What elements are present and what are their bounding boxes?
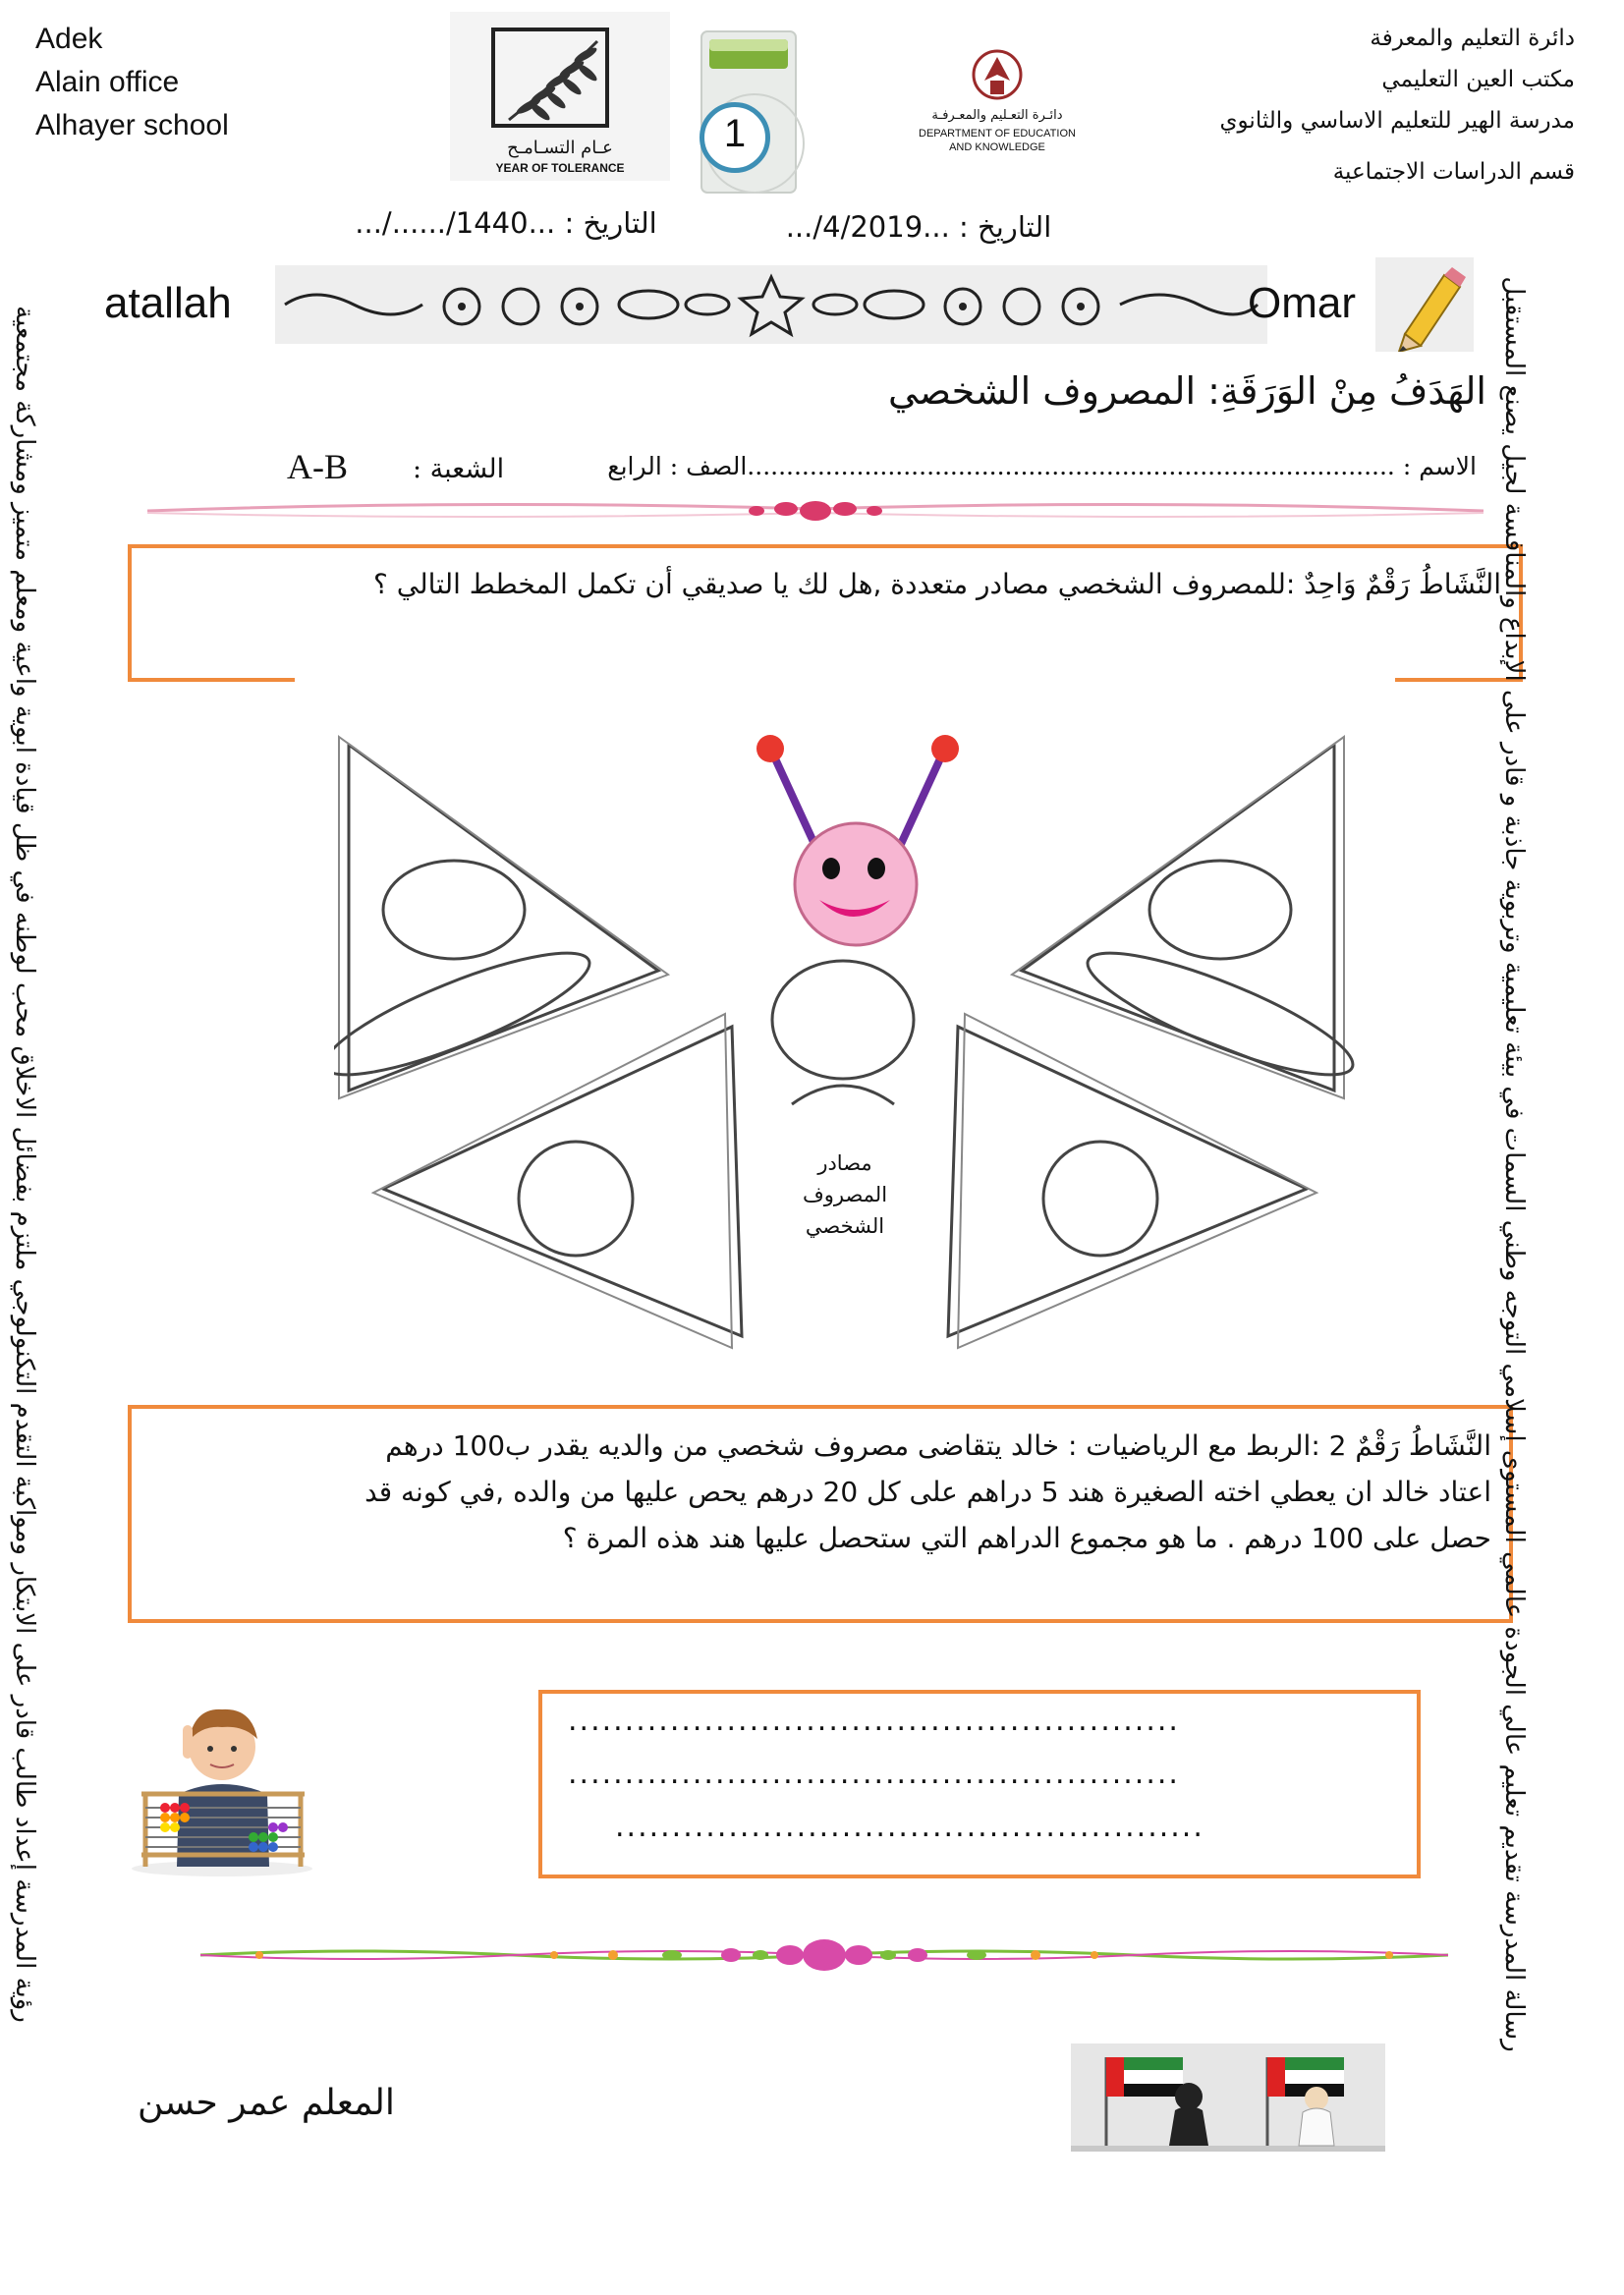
activity-1-text: النَّشَاطُ رَقْمٌ وَاحِدٌ :للمصروف الشخصي مصادر متعددة ,هل لك يا صديقي أن تكمل المخطط التالي ؟ (372, 568, 1501, 600)
wing-lower-left (383, 1027, 742, 1336)
adek-ar-text: دائـرة التعـليم والمعـرفـة (931, 108, 1063, 123)
date-gregorian: التاريخ : ...4/2019/... (785, 210, 1052, 244)
boy-with-abacus-image (126, 1686, 318, 1878)
tolerance-en-text: YEAR OF TOLERANCE (495, 161, 625, 175)
name-banner (98, 257, 1474, 352)
butterfly-face (795, 823, 917, 945)
wing-upper-right (1022, 745, 1334, 1091)
answer-line: ...................................................... (568, 1704, 1180, 1738)
adek-en-text-2: AND KNOWLEDGE (949, 141, 1045, 153)
header-left (35, 18, 229, 147)
wing-ellipse (334, 931, 600, 1096)
header-right-line: مدرسة الهير للتعليم الاساسي والثانوي (1219, 108, 1575, 134)
header-left-line: Alain office (35, 66, 180, 98)
page-number: 1 (723, 112, 747, 155)
antenna-right (896, 756, 941, 855)
activity-2-box (128, 1405, 1513, 1623)
activity-2-text (136, 1423, 1491, 1561)
objective-title: الهَدَفُ مِنْ الوَرَقَةِ: المصروف الشخصي (887, 369, 1486, 413)
school-mission-vertical: رسالة المدرسة تقديم تعليم عالي الجودة عالمي المستوى إسلامي التوجه وطني السمات في بيئة تعليمية وتربوية جاذبة و قادر على الإبداع والمنافسة لجيل يصنع المستقبل (1499, 276, 1529, 2052)
butterfly-label-line: مصادر (817, 1151, 872, 1175)
activity-2-line: حصل على 100 درهم . ما هو مجموع الدراهم التي ستحصل عليها هند هذه المرة ؟ (562, 1522, 1491, 1554)
adek-logo (904, 45, 1091, 163)
header-right-line: قسم الدراسات الاجتماعية (1332, 159, 1575, 185)
ornament-divider (275, 265, 1267, 344)
butterfly-center-label (766, 1148, 924, 1242)
header-right (1084, 18, 1575, 193)
answer-line: ...................................................... (568, 1757, 1180, 1791)
colorful-ornament-divider (200, 1926, 1448, 1985)
wing-circle (519, 1142, 633, 1256)
wing-circle (1043, 1142, 1157, 1256)
section-value: A-B (287, 447, 348, 486)
butterfly-diagram (334, 727, 1356, 1356)
falcon-emblem-icon (904, 45, 1091, 108)
antenna-tip-right (931, 735, 959, 762)
answer-line: .................................................... (615, 1810, 1204, 1844)
header-left-line: Alhayer school (35, 109, 229, 141)
wing-lower-right (948, 1027, 1307, 1336)
pink-ornament-divider (147, 489, 1484, 531)
uae-flag-image (1071, 2043, 1385, 2152)
activity-2-line: اعتاد خالد ان يعطي اخته الصغيرة هند 5 دراهم على كل 20 درهم يحص عليها من والده ,في كونه قد (364, 1476, 1491, 1508)
activity-2-line: النَّشَاطُ رَقْمٌ 2 :الربط مع الرياضيات : خالد يتقاضى مصروف شخصي من والديه يقدر ب100 درهم (385, 1429, 1491, 1462)
page-number-badge (688, 28, 808, 196)
butterfly-body-top (772, 961, 914, 1079)
answer-box (538, 1690, 1421, 1878)
header-right-line: دائرة التعليم والمعرفة (1370, 26, 1575, 51)
school-vision-vertical: رؤية المدرسة إعداد طالب قادر على الابتكار ومواكبة التقدم التكنولوجي ملتزم بفضائل الاخلاق محب لوطنه في ظل قيادة ابوية واعية ومعلم متميز ومشاركة مجتمعية (10, 306, 39, 2023)
activity-1-box (128, 544, 1523, 682)
header-right-line: مكتب العين التعليمي (1381, 67, 1575, 92)
section-label: الشعبة : (413, 454, 505, 484)
adek-en-text-1: DEPARTMENT OF EDUCATION (919, 128, 1076, 140)
butterfly-label-line: الشخصي (805, 1214, 885, 1238)
antenna-tip-left (756, 735, 784, 762)
header-left-line: Adek (35, 23, 103, 55)
eye-right (868, 858, 885, 879)
wing-upper-left (349, 745, 658, 1091)
wing-ellipse (383, 861, 525, 959)
teacher-signature: المعلم عمر حسن (138, 2083, 395, 2123)
year-of-tolerance-logo (450, 12, 670, 181)
activity-1-box-gap (295, 674, 1395, 686)
eye-left (822, 858, 840, 879)
banner-left-name: atallah (104, 279, 232, 327)
pencil-icon (1375, 257, 1474, 352)
butterfly-label-line: المصروف (802, 1183, 888, 1206)
tolerance-ar-text: عـام التسـامـح (507, 138, 613, 158)
wing-ellipse (1149, 861, 1291, 959)
banner-right-name: Omar (1248, 279, 1356, 327)
butterfly-body-arc (792, 1086, 894, 1104)
date-hijri: التاريخ : ...1440/....../... (355, 206, 657, 240)
student-name-line: الاسم : ...................................................................................الصف : الرابع (607, 452, 1477, 480)
